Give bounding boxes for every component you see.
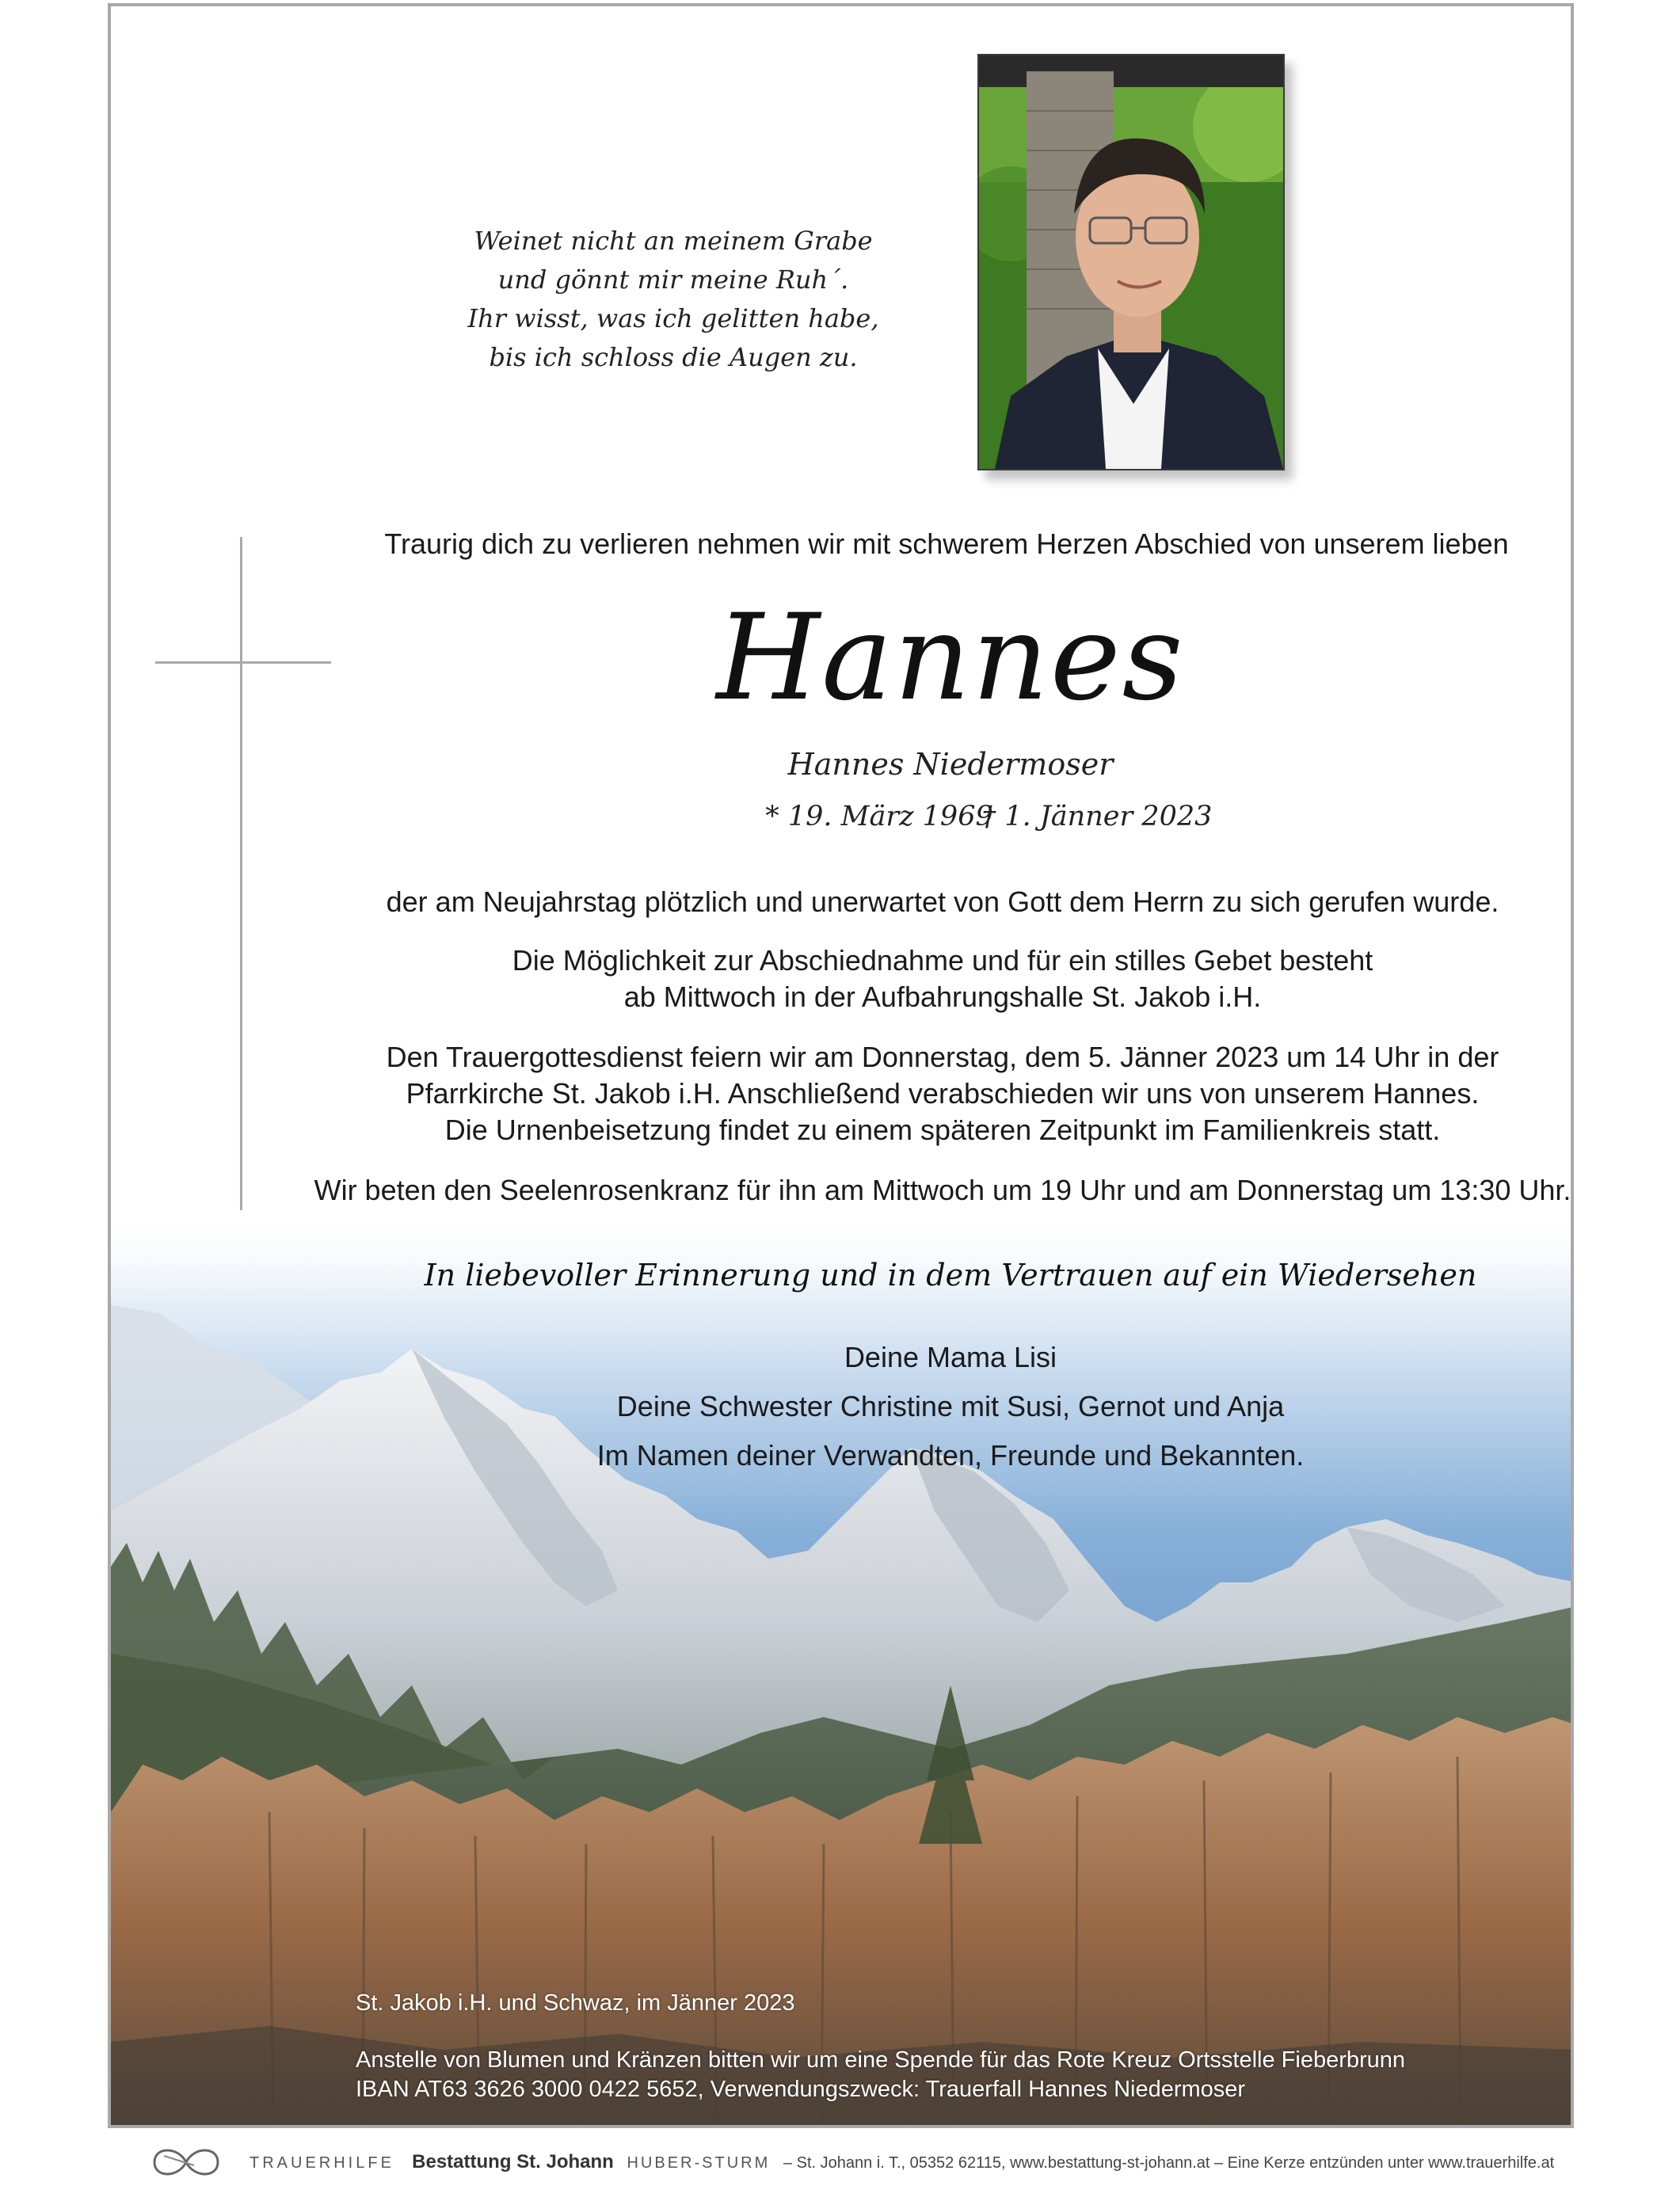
deceased-full-name: Hannes Niedermoser — [787, 747, 1114, 782]
rosary-paragraph — [285, 1172, 1574, 1209]
donation-line: Anstelle von Blumen und Kränzen bitten wir um eine Spende für das Rote Kreuz Ortsstelle Fieberbrunn — [356, 2047, 1406, 2073]
infinity-logo-icon — [147, 2140, 226, 2184]
poem-line: bis ich schloss die Augen zu. — [489, 342, 858, 372]
text-line: ab Mittwoch in der Aufbahrungshalle St. Jakob i.H. — [623, 981, 1262, 1013]
memory-line: In liebevoller Erinnerung und in dem Vertrauen auf ein Wiedersehen — [424, 1258, 1477, 1293]
cross-icon-bar — [155, 661, 331, 664]
text-line: Wir beten den Seelenrosenkranz für ihn am Mittwoch um 19 Uhr und am Donnerstag um 13:30 Uhr. — [314, 1174, 1571, 1206]
text-line: der am Neujahrstag plötzlich und unerwartet von Gott dem Herrn zu sich gerufen wurde. — [386, 885, 1499, 918]
text-line: Den Trauergottesdienst feiern wir am Donnerstag, dem 5. Jänner 2023 um 14 Uhr in der — [386, 1041, 1499, 1073]
footer-brand-suffix: HUBER-STURM — [627, 2154, 771, 2172]
poem — [467, 222, 879, 377]
birth-date: * 19. März 1969 — [765, 801, 993, 832]
poem-line: Ihr wisst, was ich gelitten habe, — [467, 303, 879, 333]
footer-details: – St. Johann i. T., 05352 62115, www.bestattung-st-johann.at – Eine Kerze entzünden unter www.trauerhilfe.at — [783, 2154, 1555, 2172]
footer-label: TRAUERHILFE — [250, 2154, 394, 2172]
portrait-photo — [977, 54, 1285, 470]
service-paragraph — [285, 1039, 1574, 1148]
place-date: St. Jakob i.H. und Schwaz, im Jänner 2023 — [356, 1990, 795, 2016]
intro-text: Traurig dich zu verlieren nehmen wir mit schwerem Herzen Abschied von unserem lieben — [384, 527, 1509, 560]
footer-brand: Bestattung St. Johann — [412, 2151, 614, 2172]
text-line: Die Möglichkeit zur Abschiednahme und für ein stilles Gebet besteht — [512, 944, 1373, 977]
footer — [147, 2138, 1572, 2186]
cross-icon — [240, 537, 242, 1210]
donation-notice — [356, 2046, 1405, 2104]
family-entry: Im Namen deiner Verwandten, Freunde und Bekannten. — [596, 1439, 1305, 1472]
death-date: † 1. Jänner 2023 — [981, 801, 1213, 832]
footer-text — [250, 2151, 1554, 2173]
family-entry: Deine Mama Lisi — [844, 1341, 1057, 1373]
family-list — [349, 1333, 1552, 1480]
poem-line: Weinet nicht an meinem Grabe — [474, 226, 873, 256]
family-entry: Deine Schwester Christine mit Susi, Gernot und Anja — [616, 1390, 1285, 1422]
obituary-card — [108, 3, 1574, 2128]
announcement-paragraph — [285, 884, 1574, 920]
poem-line: und gönnt mir meine Ruh´. — [497, 265, 849, 295]
text-line: Pfarrkirche St. Jakob i.H. Anschließend verabschieden wir uns von unserem Hannes. — [406, 1077, 1480, 1110]
deceased-first-name: Hannes — [716, 589, 1185, 727]
donation-line: IBAN AT63 3626 3000 0422 5652, Verwendungszweck: Trauerfall Hannes Niedermoser — [356, 2077, 1246, 2102]
viewing-paragraph — [285, 942, 1574, 1015]
text-line: Die Urnenbeisetzung findet zu einem späteren Zeitpunkt im Familienkreis statt. — [444, 1114, 1441, 1146]
